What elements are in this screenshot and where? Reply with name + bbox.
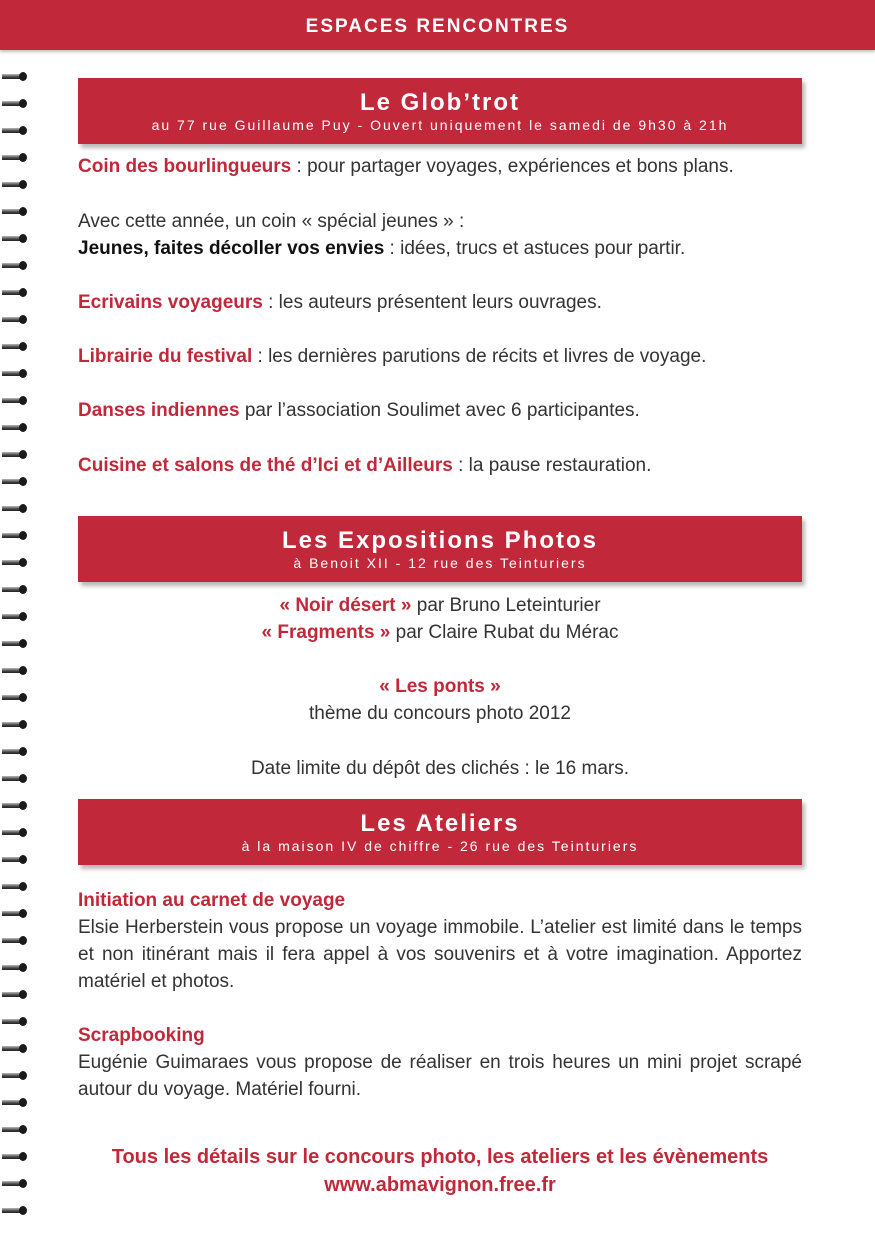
item-label: Danses indiennes: [78, 400, 240, 421]
contest-theme-text: thème du concours photo 2012: [309, 703, 571, 724]
exhibit-fragments: [78, 619, 802, 646]
spiral-coil: [2, 342, 26, 351]
contest-theme-title: [78, 673, 802, 700]
spiral-coil: [2, 693, 26, 702]
spiral-coil: [2, 558, 26, 567]
spiral-coil: [2, 855, 26, 864]
ateliers-banner: [78, 799, 802, 865]
spiral-coil: [2, 207, 26, 216]
item-text: Avec cette année, un coin « spécial jeunes » :: [78, 211, 465, 232]
footer-details: Tous les détails sur le concours photo, les ateliers et les évènements: [111, 1146, 769, 1168]
footer-website-link[interactable]: www.abmavignon.free.fr: [324, 1174, 556, 1196]
item-label: Librairie du festival: [78, 346, 253, 367]
workshop-title-carnet: [78, 887, 802, 914]
workshop-description-scrapbooking: Eugénie Guimaraes vous propose de réaliser en trois heures un mini projet scrapé autour du voyage. Matériel fourni.: [78, 1052, 802, 1100]
ateliers-title: Les Ateliers: [360, 810, 520, 837]
spiral-coil: [2, 639, 26, 648]
item-text: : la pause restauration.: [452, 455, 652, 476]
contest-deadline: Date limite du dépôt des clichés : le 16 mars.: [250, 758, 630, 779]
globtrot-item-ecrivains: [78, 289, 802, 316]
exhibit-title: « Noir désert »: [279, 595, 412, 616]
spiral-coil: [2, 666, 26, 675]
exhibit-author: par Bruno Leteinturier: [411, 595, 601, 616]
spiral-coil: [2, 1098, 26, 1107]
spiral-coil: [2, 801, 26, 810]
spiral-coil: [2, 774, 26, 783]
exhibit-title: « Fragments »: [261, 622, 391, 643]
exhibit-noir-desert: [78, 592, 802, 619]
spiral-coil: [2, 909, 26, 918]
spiral-coil: [2, 1071, 26, 1080]
section-header: ESPACES RENCONTRES: [0, 0, 875, 50]
spiral-coil: [2, 99, 26, 108]
spiral-coil: [2, 1152, 26, 1161]
spiral-coil: [2, 747, 26, 756]
spiral-coil: [2, 180, 26, 189]
workshop-title-scrapbooking: [78, 1022, 802, 1049]
globtrot-item-special-jeunes: [78, 208, 802, 235]
spiral-coil: [2, 72, 26, 81]
item-text: : pour partager voyages, expériences et bons plans.: [291, 156, 734, 177]
spiral-coil: [2, 1044, 26, 1053]
spiral-coil: [2, 1125, 26, 1134]
globtrot-item-cuisine: [78, 452, 802, 479]
globtrot-subtitle: au 77 rue Guillaume Puy - Ouvert uniquement le samedi de 9h30 à 21h: [151, 117, 729, 133]
spiral-coil: [2, 126, 26, 135]
expositions-banner: [78, 516, 802, 582]
spiral-coil: [2, 963, 26, 972]
spiral-binding: [0, 58, 30, 1242]
globtrot-item-jeunes: [78, 235, 802, 262]
expositions-title: Les Expositions Photos: [281, 527, 599, 554]
globtrot-title: Le Glob’trot: [360, 89, 520, 116]
exhibit-author: par Claire Rubat du Mérac: [390, 622, 619, 643]
spiral-coil: [2, 531, 26, 540]
spiral-coil: [2, 477, 26, 486]
workshop-description-carnet: Elsie Herberstein vous propose un voyage immobile. L’atelier est limité dans le temps et non itinérant mais il fera appel à vos souvenirs et à votre imagination. Apportez matériel et photos.: [78, 917, 802, 992]
spiral-coil: [2, 1179, 26, 1188]
globtrot-item-librairie: [78, 343, 802, 370]
globtrot-item-danses: [78, 397, 802, 424]
spiral-coil: [2, 234, 26, 243]
spiral-coil: [2, 288, 26, 297]
spiral-coil: [2, 1017, 26, 1026]
spiral-coil: [2, 423, 26, 432]
spiral-coil: [2, 585, 26, 594]
spiral-coil: [2, 882, 26, 891]
item-label: Cuisine et salons de thé d’Ici et d’Ailleurs: [78, 455, 453, 476]
spiral-coil: [2, 504, 26, 513]
item-label: Jeunes, faites décoller vos envies: [78, 238, 385, 259]
globtrot-item-bourlingueurs: [78, 153, 802, 180]
item-text: : les auteurs présentent leurs ouvrages.: [262, 292, 602, 313]
contest-label: « Les ponts »: [379, 676, 501, 697]
item-text: : les dernières parutions de récits et livres de voyage.: [252, 346, 707, 367]
item-text: par l’association Soulimet avec 6 participantes.: [239, 400, 640, 421]
item-text: : idées, trucs et astuces pour partir.: [384, 238, 686, 259]
spiral-coil: [2, 153, 26, 162]
spiral-coil: [2, 396, 26, 405]
spiral-coil: [2, 1206, 26, 1215]
workshop-title: Initiation au carnet de voyage: [78, 890, 346, 911]
item-label: Ecrivains voyageurs: [78, 292, 263, 313]
workshop-title: Scrapbooking: [78, 1025, 205, 1046]
spiral-coil: [2, 315, 26, 324]
globtrot-banner: [78, 78, 802, 144]
spiral-coil: [2, 720, 26, 729]
spiral-coil: [2, 261, 26, 270]
spiral-coil: [2, 936, 26, 945]
spiral-coil: [2, 612, 26, 621]
ateliers-subtitle: à la maison IV de chiffre - 26 rue des Teinturiers: [241, 838, 639, 854]
spiral-coil: [2, 990, 26, 999]
spiral-coil: [2, 450, 26, 459]
expositions-subtitle: à Benoit XII - 12 rue des Teinturiers: [293, 555, 587, 571]
spiral-coil: [2, 828, 26, 837]
item-label: Coin des bourlingueurs: [78, 156, 292, 177]
spiral-coil: [2, 369, 26, 378]
